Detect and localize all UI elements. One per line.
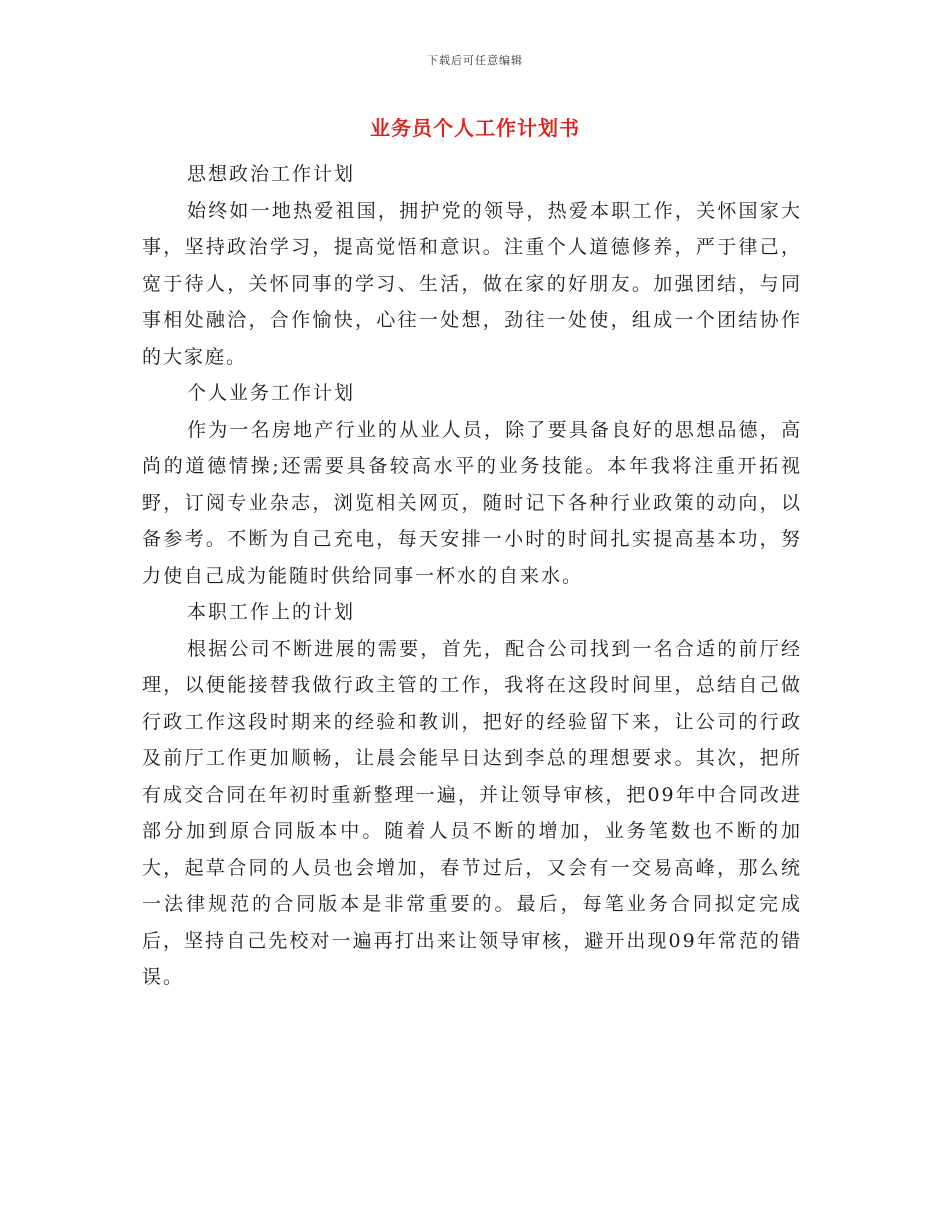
section-heading-political: 思想政治工作计划 [187,163,356,185]
header-note: 下载后可任意编辑 [427,54,523,67]
section-paragraph-political: 始终如一地热爱祖国，拥护党的领导，热爱本职工作，关怀国家大事，坚持政治学习，提高觉悟和意识。注重个人道德修养，严于律己，宽于待人，关怀同事的学习、生活，做在家的好朋友。加强团结，与同事相处融洽，合作愉快，心往一处想，劲往一处使，组成一个团结协作的大家庭。 [142,199,802,368]
document-body [142,156,802,996]
section-heading-duties: 本职工作上的计划 [187,601,356,623]
section-paragraph-duties: 根据公司不断进展的需要，首先，配合公司找到一名合适的前厅经理，以便能接替我做行政主管的工作，我将在这段时间里，总结自己做行政工作这段时期来的经验和教训，把好的经验留下来，让公司的行政及前厅工作更加顺畅，让晨会能早日达到李总的理想要求。其次，把所有成交合同在年初时重新整理一遍，并让领导审核，把09年中合同改进部分加到原合同版本中。随着人员不断的增加，业务笔数也不断的加大，起草合同的人员也会增加，春节过后，又会有一交易高峰，那么统一法律规范的合同版本是非常重要的。最后，每笔业务合同拟定完成后，坚持自己先校对一遍再打出来让领导审核，避开出现09年常范的错误。 [142,637,802,988]
section-heading-business: 个人业务工作计划 [187,382,356,404]
document-title: 业务员个人工作计划书 [370,116,580,140]
section-paragraph-business: 作为一名房地产行业的从业人员，除了要具备良好的思想品德，高尚的道德情操;还需要具备较高水平的业务技能。本年我将注重开拓视野，订阅专业杂志，浏览相关网页，随时记下各种行业政策的动向，以备参考。不断为自己充电，每天安排一小时的时间扎实提高基本功，努力使自己成为能随时供给同事一杯水的自来水。 [142,418,802,587]
